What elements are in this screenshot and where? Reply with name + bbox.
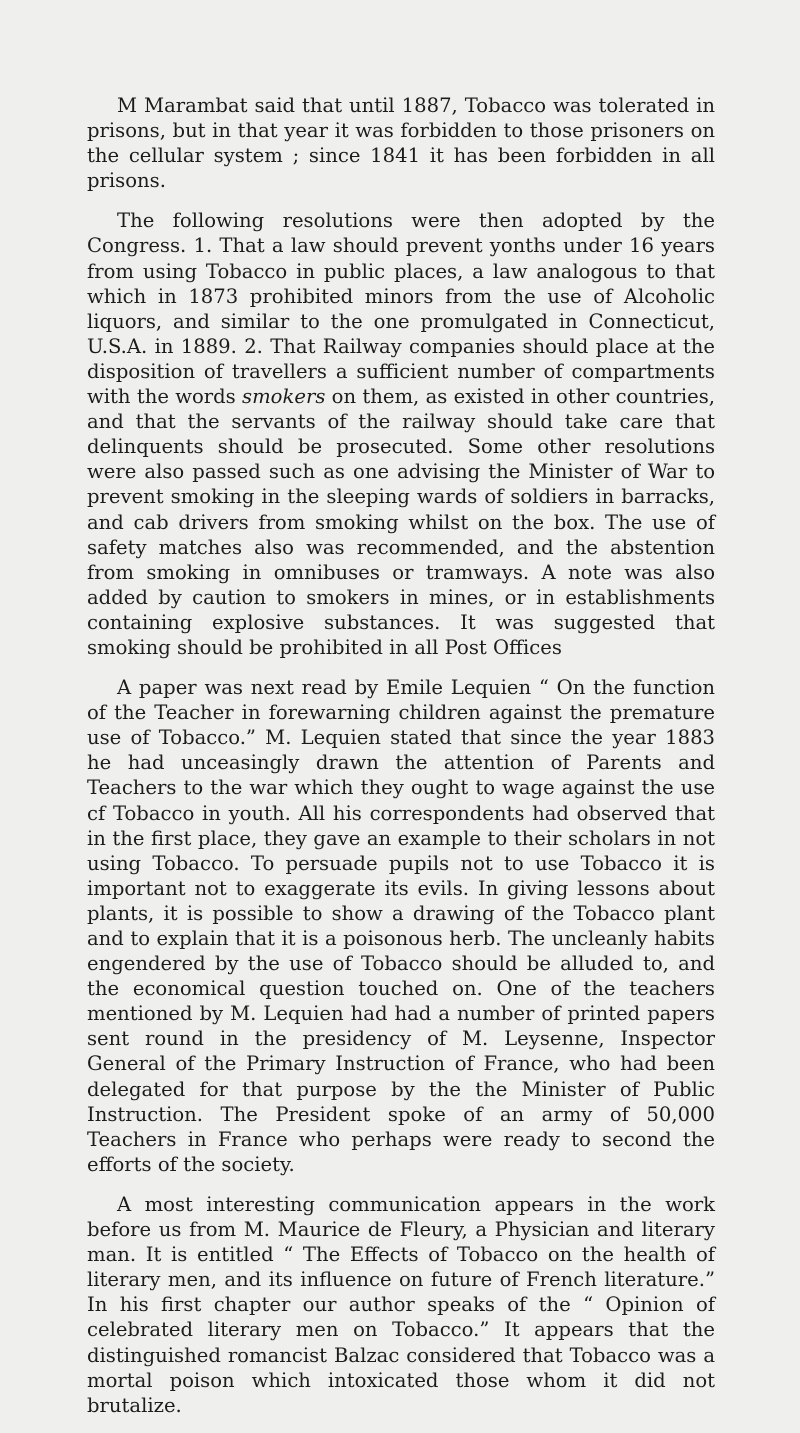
paragraph-text: A paper was next read by Emile Lequien “ On the function of the Teacher in forewarning children against the premature use of Tobacco.” M. Lequien stated that since the year 1883 he had unceasingly drawn the attention of Parents and Teachers to the war which they ought to wage against the use cf Tobacco in youth. All his correspondents had observed that in the first place, they gave an example to their scholars in not using Tobacco. To persuade pupils not to use Tobacco it is important not to exaggerate its evils. In giving lessons about plants, it is possible to show a drawing of the Tobacco plant and to explain that it is a poisonous herb. The uncleanly habits engendered by the use of Tobacco should be alluded to, and the economical question touched on. One of the teachers mentioned by M. Lequien had had a number of printed papers sent round in the presidency of M. Leysenne, Inspector General of the Primary Instruction of France, who had been delegated for that purpose by the the Minister of Public Instruction. The President spoke of an army of 50,000 Teachers in France who perhaps were ready to second the efforts of the society.: [87, 676, 715, 1176]
paragraph-lequien: [87, 675, 715, 1177]
paragraph-prisons: [87, 93, 715, 193]
paragraph-text: A most interesting communication appears in the work before us from M. Maurice de Fleury, a Physician and literary man. It is entitled “ The Effects of Tobacco on the health of literary men, and its influence on future of French literature.” In his first chapter our author speaks of the “ Opinion of celebrated literary men on Tobacco.” It appears that the distinguished romancist Balzac considered that Tobacco was a mortal poison which intoxicated those whom it did not brutalize.: [87, 1192, 715, 1417]
paragraph-text: on them, as existed in other countries, and that the servants of the railway should take care that delinquents should be prosecuted. Some other resolutions were also passed such as one advising the Minister of War to prevent smoking in the sleeping wards of soldiers in barracks, and cab drivers from smoking whilst on the box. The use of safety matches also was recommended, and the abstention from smoking in omnibuses or tramways. A note was also added by caution to smokers in mines, or in establishments containing explosive substances. It was suggested that smoking should be prohibited in all Post Offices: [87, 385, 715, 659]
paragraph-fleury: [87, 1192, 715, 1418]
paragraph-text: The following resolutions were then adopted by the Congress. 1. That a law should prevent yonths under 16 years from using Tobacco in public places, a law analogous to that which in 1873 prohibited minors from the use of Alcoholic liquors, and similar to the one promulgated in Connecticut, U.S.A. in 1889. 2. That Railway companies should place at the disposition of travellers a sufficient number of compartments with the words: [87, 209, 715, 409]
italic-term: smokers: [242, 385, 326, 409]
paragraph-resolutions: [87, 208, 715, 660]
body-text: [87, 93, 715, 1433]
paragraph-text: M Marambat said that until 1887, Tobacco was tolerated in prisons, but in that year it was forbidden to those prisoners on the cellular system ; since 1841 it has been forbidden in all prisons.: [87, 94, 715, 193]
